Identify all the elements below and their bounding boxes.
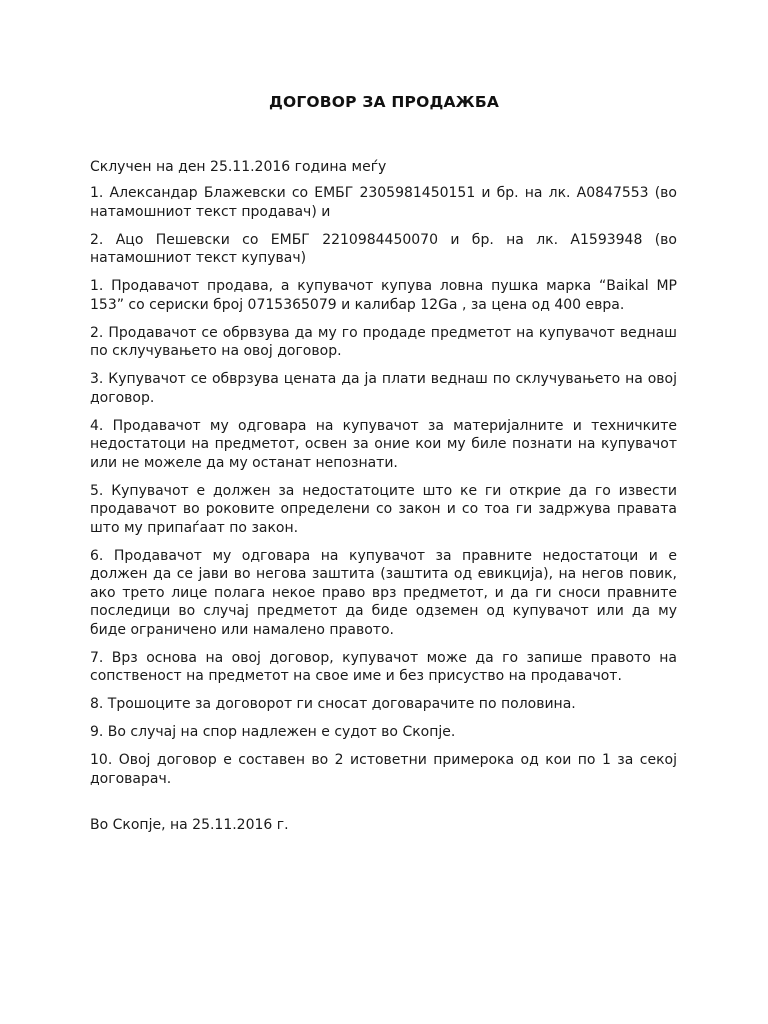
clause-legal-defects: 6. Продавачот му одговара на купувачот за правните недостатоци и е должен да се јави во негова заштита (заштита од евикција), на негов повик, ако трето лице полага некое право врз предметот, и да ги сноси правните последици во случај предметот да биде одземен од купувачот или да му биде ограничено или намалено правото.: [90, 547, 677, 638]
clause-seller-obligation: 2. Продавачот се обрвзува да му го продаде предметот на купувачот веднаш по склучувањето на овој договор.: [90, 324, 677, 359]
clause-defect-notice: 5. Купувачот е должен за недостатоците што ке ги открие да го извести продавачот во роковите определени со закон и со тоа ги задржува правата што му припаѓаат по закон.: [90, 482, 677, 536]
document-title: ДОГОВОР ЗА ПРОДАЖБА: [268, 93, 500, 111]
contract-clauses: [90, 184, 677, 798]
clause-jurisdiction: 9. Во случај на спор надлежен е судот во Скопје.: [90, 724, 456, 740]
clause-subject: 1. Продавачот продава, а купувачот купува ловна пушка марка “Baikal MP 153” со сериски број 0715365079 и калибар 12Ga , за цена од 400 евра.: [90, 278, 677, 313]
clause-ownership-registration: 7. Врз основа на овој договор, купувачот може да го запише правото на сопственост на предметот на свое име и без присуство на продавачот.: [90, 649, 677, 684]
party-seller: 1. Александар Блажевски со ЕМБГ 2305981450151 и бр. на лк. А0847553 (во натамошниот текст продавач) и: [90, 185, 677, 220]
clause-copies: 10. Овој договор е составен во 2 истоветни примерока од кои по 1 за секој договарач.: [90, 752, 677, 787]
place-and-date: Во Скопје, на 25.11.2016 г.: [90, 817, 289, 833]
contract-intro: Склучен на ден 25.11.2016 година меѓу: [90, 159, 387, 175]
clause-buyer-payment: 3. Купувачот се обврзува цената да ја плати веднаш по склучувањето на овој договор.: [90, 371, 677, 406]
clause-material-defects: 4. Продавачот му одговара на купувачот за материјалните и техничките недостатоци на предметот, освен за оние кои му биле познати на купувачот или не можеле да му останат непознати.: [90, 417, 677, 471]
clause-costs: 8. Трошоците за договорот ги сносат договарачите по половина.: [90, 696, 576, 712]
party-buyer: 2. Ацо Пешевски со ЕМБГ 2210984450070 и бр. на лк. А1593948 (во натамошниот текст купувач): [90, 231, 677, 266]
